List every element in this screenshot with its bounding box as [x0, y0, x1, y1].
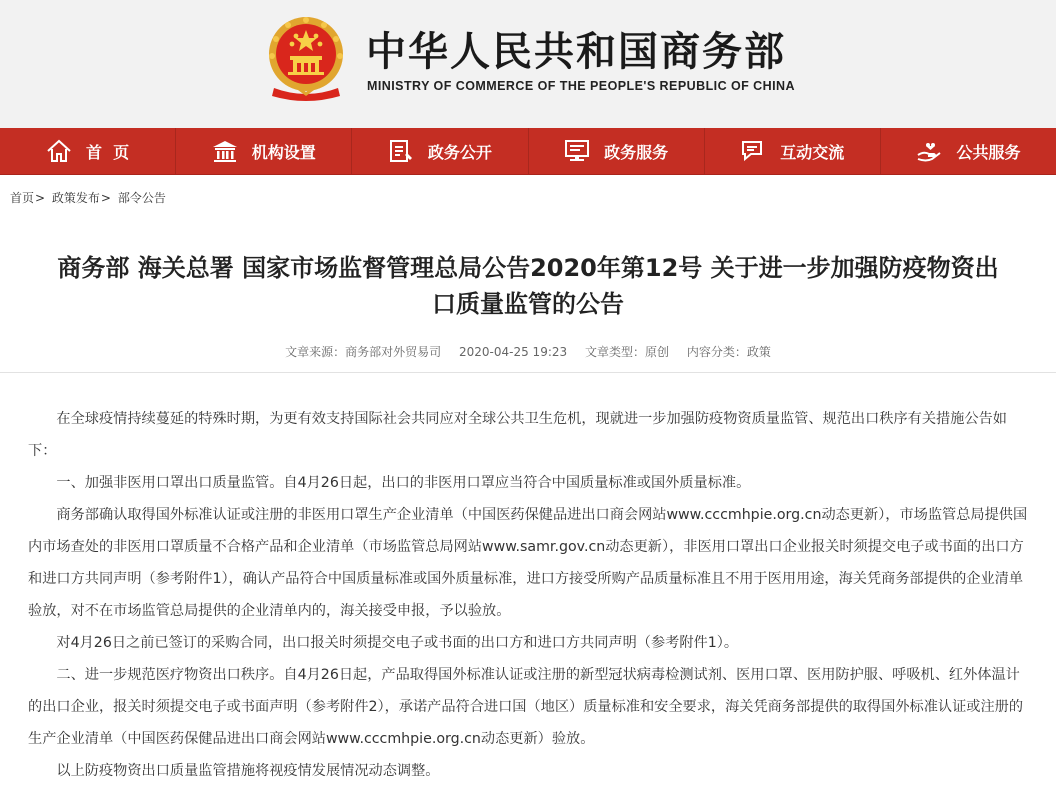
paragraph: 对4月26日之前已签订的采购合同，出口报关时须提交电子或书面的出口方和进口方共同声明（参考附件1）。: [56, 635, 739, 651]
article-title: [0, 250, 1056, 322]
institution-icon: [212, 139, 238, 163]
article-meta: [0, 343, 1056, 360]
site-title: 中华人民共和国商务部: [366, 29, 786, 75]
breadcrumb-policy[interactable]: 政策发布: [51, 191, 100, 205]
breadcrumb-announcement[interactable]: 部令公告: [117, 191, 166, 205]
site-subtitle: MINISTRY OF COMMERCE OF THE PEOPLE'S REPUBLIC OF CHINA: [367, 79, 795, 93]
site-header: [0, 0, 1056, 128]
nav-label: 公共服务: [956, 142, 1021, 162]
nav-item-home[interactable]: [0, 128, 176, 174]
screen-icon: [564, 139, 590, 163]
document-icon: [388, 139, 414, 163]
article-category: 内容分类：政策: [686, 345, 771, 359]
hand-icon: [916, 139, 942, 163]
nav-label: 首 页: [86, 142, 130, 162]
paragraph: 二、进一步规范医疗物资出口秩序。自4月26日起，产品取得国外标准认证或注册的新型冠状病毒检测试剂、医用口罩、医用防护服、呼吸机、红外体温计的出口企业，报关时须提交电子或书面声明（参考附件2），承诺产品符合进口国（地区）质量标准和安全要求，海关凭商务部提供的取得国外标准认证或注册的生产企业清单（中国医药保健品进出口商会网站www.cccmhpie.org.cn动态更新）验放。: [28, 667, 1024, 747]
breadcrumb-home[interactable]: 首页: [10, 191, 35, 205]
article-title-line2: 口质量监管的公告: [432, 290, 624, 318]
chat-icon: [740, 139, 766, 163]
paragraph: 一、加强非医用口罩出口质量监管。自4月26日起，出口的非医用口罩应当符合中国质量标准或国外质量标准。: [56, 475, 751, 491]
main-nav: [0, 128, 1056, 175]
article-source: 文章来源：商务部对外贸易司: [285, 345, 442, 359]
paragraph: 以上防疫物资出口质量监管措施将视疫情发展情况动态调整。: [56, 763, 440, 779]
home-icon: [46, 139, 72, 163]
nav-item-public-service[interactable]: [881, 128, 1056, 174]
article-date: 2020-04-25 19:23: [459, 345, 568, 359]
article-body: [28, 403, 1034, 787]
nav-item-institution[interactable]: [176, 128, 352, 174]
breadcrumb-separator: >: [35, 191, 46, 205]
nav-label: 机构设置: [251, 142, 316, 162]
national-emblem-icon[interactable]: [266, 14, 346, 104]
nav-label: 互动交流: [780, 142, 845, 162]
nav-label: 政务公开: [427, 142, 492, 162]
article-title-line1: 商务部 海关总署 国家市场监督管理总局公告2020年第12号 关于进一步加强防疫物资出: [57, 254, 999, 282]
nav-label: 政务服务: [604, 142, 669, 162]
article-type: 文章类型：原创: [584, 345, 669, 359]
divider: [0, 372, 1056, 373]
paragraph: 商务部确认取得国外标准认证或注册的非医用口罩生产企业清单（中国医药保健品进出口商会网站www.cccmhpie.org.cn动态更新），市场监管总局提供国内市场查处的非医用口罩质量不合格产品和企业清单（市场监管总局网站www.samr.gov.cn动态更新），非医用口罩出口企业报关时须提交电子或书面的出口方和进口方共同声明（参考附件1），确认产品符合中国质量标准或国外质量标准，进口方接受所购产品质量标准且不用于医用用途，海关凭商务部提供的企业清单验放，对不在市场监管总局提供的企业清单内的，海关接受申报，予以验放。: [28, 507, 1028, 619]
breadcrumb: [10, 189, 166, 206]
paragraph: 在全球疫情持续蔓延的特殊时期，为更有效支持国际社会共同应对全球公共卫生危机，现就进一步加强防疫物资质量监管、规范出口秩序有关措施公告如下：: [28, 411, 1007, 459]
nav-item-gov-service[interactable]: [529, 128, 705, 174]
breadcrumb-separator: >: [100, 191, 111, 205]
nav-item-gov-open[interactable]: [352, 128, 528, 174]
nav-item-interaction[interactable]: [705, 128, 881, 174]
